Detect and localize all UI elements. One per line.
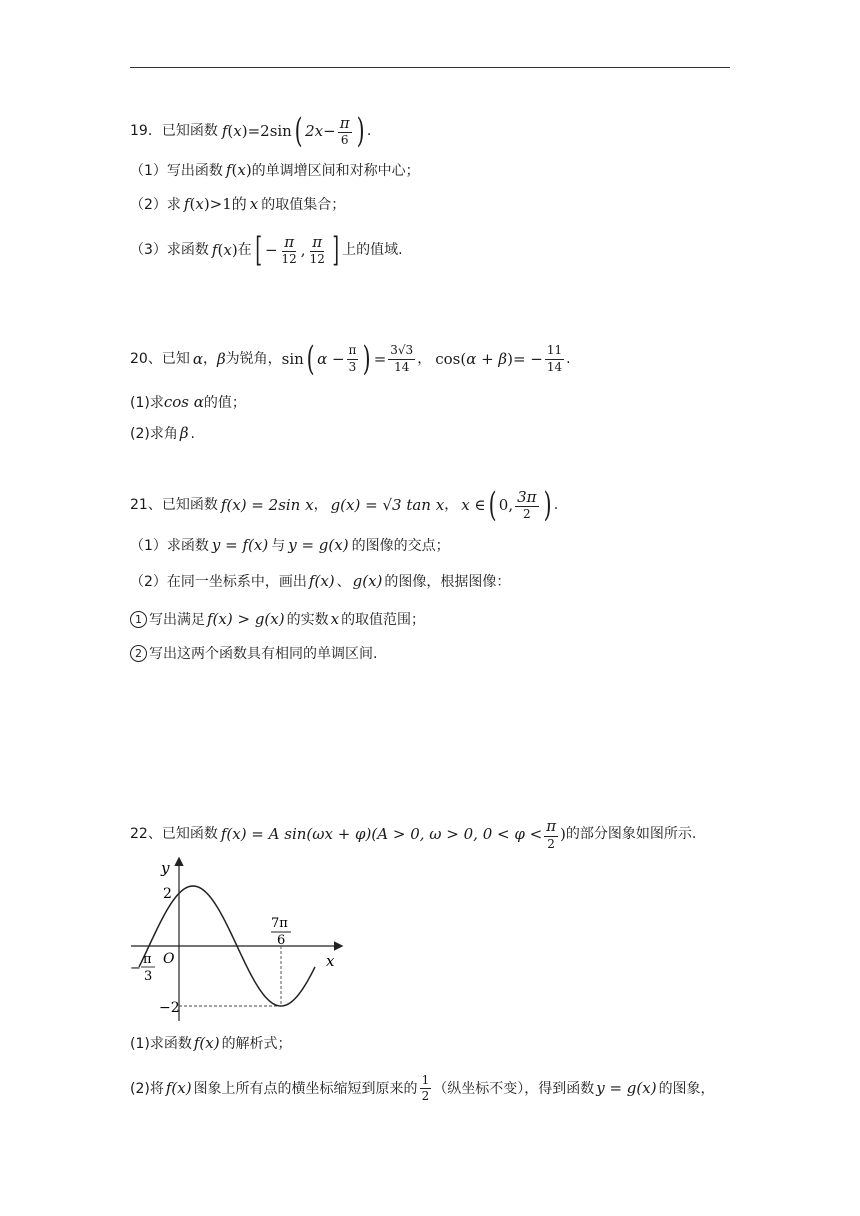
q19-part3: （3）求函数 f ( x ) 在 [ − $\frac{\pi}{12}$ , $\frac{\pi}{12}$ ] 上的值域.	[130, 230, 403, 270]
q20-part1: (1)求 cos α 的值；	[130, 393, 246, 411]
right-num: 7π	[271, 916, 288, 931]
circled-1: 1	[130, 611, 147, 628]
pi-over-6: $\frac{\pi}{6}$	[339, 113, 350, 148]
q22-part2: (2)将 f(x) 图象上所有点的横坐标缩短到原来的 $\frac{1}{2}$ （纵坐标不变），得到函数 y = g(x) 的图象，	[130, 1073, 715, 1104]
left-den: 3	[144, 969, 153, 984]
q21-stem: 21、已知函数 f(x) = 2sin x ， g(x) = √3 tan x ， x ∈ ( 0, $\frac{3\pi}{2}$ ) .	[130, 485, 559, 525]
q19-part2: （2）求 f ( x ) >1的 x 的取值集合；	[130, 195, 346, 213]
q19-stem: 19． 已知函数 f ( x ) =2sin ( 2x− $\frac{\pi}{6}$ ) .	[130, 111, 372, 151]
y-axis-label: y	[161, 859, 170, 877]
q21-sub1: 1 写出满足 f(x) > g(x) 的实数 x 的取值范围；	[130, 611, 425, 628]
q22-part1: (1)求函数 f(x) 的解析式；	[130, 1034, 292, 1052]
min-label: −2	[159, 1000, 180, 1016]
q21-sub2: 2 写出这两个函数具有相同的单调区间.	[130, 645, 377, 662]
x-axis-label: x	[326, 952, 335, 970]
q20-stem: 20、已知 α ， β 为锐角， sin ( α − $\frac{\pi}{3}$ ) = $\frac{3√3}{14}$ ， cos ( α + β ) = − $\frac{11}{14}$ .	[130, 339, 571, 379]
origin-label: O	[163, 951, 175, 967]
max-label: 2	[163, 886, 172, 902]
q21-part2: （2）在同一坐标系中，画出 f(x) 、 g(x) 的图像，根据图像：	[130, 572, 511, 590]
q22-stem: 22、已知函数 f(x) = A sin(ωx + φ)(A > 0, ω > 0, 0 < φ < $\frac{\pi}{2}$ ) 的部分图象如图所示.	[130, 817, 697, 851]
circled-2: 2	[130, 645, 147, 662]
q20-part2: (2)求角 β .	[130, 424, 195, 442]
sine-graph	[125, 855, 355, 1027]
q19-part1: （1）写出函数 f ( x ) 的单调增区间和对称中心；	[130, 161, 420, 179]
left-neg-sign: −	[130, 961, 141, 976]
left-pi: π	[143, 952, 152, 967]
q21-part1: （1）求函数 y = f(x) 与 y = g(x) 的图像的交点；	[130, 536, 450, 554]
right-den: 6	[277, 933, 286, 948]
header-rule	[130, 67, 730, 68]
